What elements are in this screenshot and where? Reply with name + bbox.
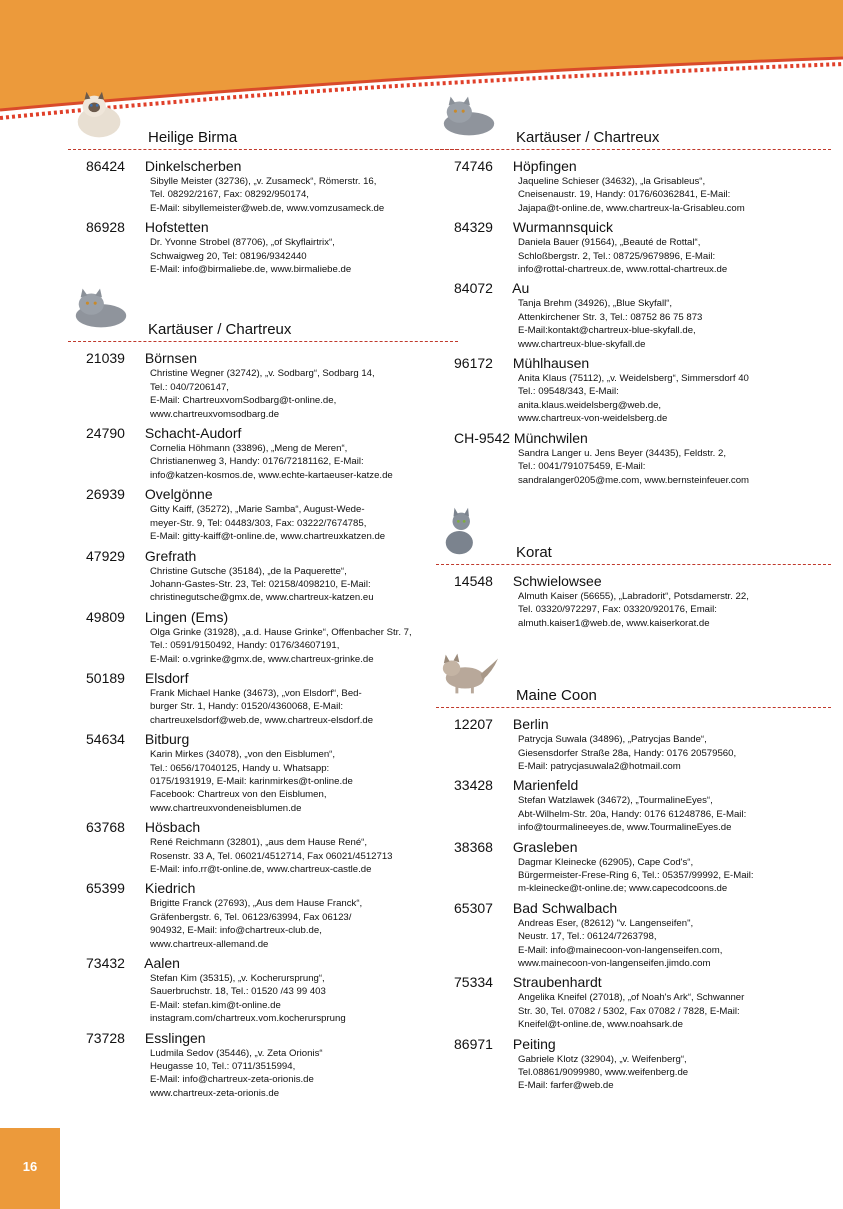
breeder-location — [68, 350, 458, 367]
breeder-detail-line: Rosenstr. 33 A, Tel. 06021/4512714, Fax 06021/4512713 — [150, 850, 393, 862]
breeder-entry — [68, 350, 458, 421]
postal-code: 75334 — [454, 974, 493, 991]
korat-cat-icon — [438, 505, 500, 562]
breeder-detail-line: Karin Mirkes (34078), „von den Eisblumen“, — [150, 749, 336, 761]
breeder-detail-line: www.chartreux-zeta-orionis.de — [150, 1087, 280, 1099]
breeder-detail-line: Stefan Watzlawek (34672), „TourmalineEyes“, — [518, 795, 713, 807]
breed-header — [436, 90, 831, 148]
breeder-detail-line: Olga Grinke (31928), „a.d. Hause Grinke“, Offenbacher Str. 7, — [150, 626, 412, 638]
postal-code: 86928 — [86, 219, 125, 236]
breed-section — [68, 90, 458, 276]
page-number: 16 — [0, 1128, 60, 1209]
city-name: Hofstetten — [144, 219, 209, 236]
dashed-divider — [436, 564, 831, 565]
breeder-detail-line: Christine Gutsche (35184), „de la Paquerette“, — [150, 565, 347, 577]
breeder-detail-line: E-Mail: info.rr@t-online.de, www.chartreux-castle.de — [150, 864, 372, 875]
dashed-divider — [68, 149, 458, 150]
breeder-detail-line: Jaqueline Schieser (34632), „la Grisableus“, — [518, 176, 706, 187]
breeder-detail-line: Gitty Kaiff, (35272), „Marie Samba“, August-Wede- — [150, 504, 365, 516]
city-name: Ovelgönne — [144, 486, 213, 503]
breeder-location — [68, 819, 458, 836]
city-name: Münchwilen — [513, 429, 588, 446]
breeder-entry — [436, 839, 831, 896]
chartreux-cat-icon — [438, 90, 500, 147]
breeder-entry — [68, 219, 458, 276]
postal-code: 49809 — [86, 608, 125, 625]
breeder-entry — [436, 1036, 831, 1093]
city-name: Börnsen — [144, 350, 198, 367]
breeder-detail-line: Bürgermeister-Frese-Ring 6, Tel.: 05357/99992, E-Mail: — [518, 869, 754, 881]
breeder-detail-line: Sandra Langer u. Jens Beyer (34435), Feldstr. 2, — [518, 447, 726, 459]
city-name: Elsdorf — [144, 669, 189, 686]
breeder-location — [68, 219, 458, 236]
breeder-location — [68, 955, 458, 972]
postal-code: 24790 — [86, 425, 125, 442]
postal-code: 65307 — [454, 899, 493, 916]
breeder-location — [436, 1036, 831, 1053]
breeder-location — [436, 430, 831, 447]
breeder-detail-line: instagram.com/chartreux.vom.kocherursprung — [150, 1013, 346, 1025]
postal-code: 50189 — [86, 669, 125, 686]
city-name: Marienfeld — [512, 777, 579, 794]
breeder-detail-line: Neustr. 17, Tel.: 06124/7263798, — [518, 931, 657, 943]
breeder-entry — [436, 716, 831, 773]
breeder-detail-line: Stefan Kim (35315), „v. Kocherursprung“, — [150, 973, 325, 985]
city-name: Mühlhausen — [512, 355, 590, 372]
breeder-location — [68, 670, 458, 687]
breeder-entry — [68, 548, 458, 605]
breeder-detail-line: Tel. 03320/972297, Fax: 03320/920176, Email: — [518, 604, 717, 616]
breeder-entry — [436, 355, 831, 426]
breed-section — [68, 282, 458, 1100]
breeder-location — [436, 219, 831, 236]
postal-code: 12207 — [454, 716, 493, 733]
postal-code: 96172 — [454, 355, 493, 372]
breed-header — [68, 282, 458, 340]
dashed-divider — [436, 707, 831, 708]
breeder-detail-line: E-Mail: info@mainecoon-von-langenseifen.com, — [518, 944, 723, 956]
breed-header — [436, 648, 831, 706]
breeder-detail-line: www.chartreuxvondeneisblumen.de — [150, 802, 302, 814]
breeder-location — [68, 731, 458, 748]
postal-code: 65399 — [86, 880, 125, 897]
breeder-detail-line: E-Mail: info@birmaliebe.de, www.birmaliebe.de — [150, 264, 352, 276]
breeder-detail-line: sandralanger0205@me.com, www.bernsteinfeuer.com — [518, 474, 750, 486]
breeder-detail-line: Gräfenbergstr. 6, Tel. 06123/63994, Fax 06123/ — [150, 911, 352, 923]
postal-code: 73432 — [86, 955, 125, 972]
breeder-location — [68, 609, 458, 626]
city-name: Aalen — [144, 955, 180, 972]
breed-title: Kartäuser / Chartreux — [516, 129, 660, 146]
breed-section — [436, 90, 831, 487]
breeder-detail-line: 0175/1931919, E-Mail: karinmirkes@t-online.de — [150, 775, 353, 787]
city-name: Au — [512, 280, 530, 297]
city-name: Wurmannsquick — [512, 219, 614, 236]
breeder-entry — [68, 158, 458, 215]
breeder-location — [436, 716, 831, 733]
breeder-detail-line: Christine Wegner (32742), „v. Sodbarg“, Sodbarg 14, — [150, 368, 375, 380]
breeder-entry — [436, 777, 831, 834]
breeder-detail-line: E-Mail: o.vgrinke@gmx.de, www.chartreux-grinke.de — [150, 653, 374, 665]
breeder-location — [68, 880, 458, 897]
breeder-entry — [436, 158, 831, 215]
breeder-location — [68, 425, 458, 442]
breeder-detail-line: almuth.kaiser1@web.de, www.kaiserkorat.de — [518, 617, 710, 629]
right-column — [436, 90, 831, 1097]
postal-code: 33428 — [454, 777, 493, 794]
postal-code: 86971 — [454, 1035, 493, 1052]
breeder-detail-line: www.chartreux-von-weidelsberg.de — [518, 413, 668, 425]
breeder-detail-line: anita.klaus.weidelsberg@web.de, — [518, 399, 662, 411]
breeder-detail-line: Tel.: 09548/343, E-Mail: — [518, 386, 619, 398]
breeder-location — [436, 355, 831, 372]
breeder-detail-line: E-Mail: info@chartreux-zeta-orionis.de — [150, 1074, 314, 1086]
breeder-detail-line: www.chartreuxvomsodbarg.de — [150, 408, 280, 420]
breeder-detail-line: burger Str. 1, Handy: 01520/4360068, E-Mail: — [150, 701, 344, 713]
city-name: Bad Schwalbach — [512, 899, 618, 916]
breeder-entry — [68, 609, 458, 666]
breeder-entry — [68, 670, 458, 727]
breeder-detail-line: Tel.: 0591/9150492, Handy: 0176/34607191, — [150, 640, 340, 652]
breeder-detail-line: Heugasse 10, Tel.: 0711/3515994, — [150, 1061, 296, 1073]
breeder-entry — [68, 1030, 458, 1101]
postal-code: 38368 — [454, 838, 493, 855]
breeder-entry — [68, 880, 458, 951]
breeder-entry — [436, 219, 831, 276]
dashed-divider — [68, 341, 458, 342]
breed-section — [436, 505, 831, 630]
breeder-detail-line: info@rottal-chartreux.de, www.rottal-chartreux.de — [518, 264, 728, 276]
breeder-detail-line: Tel.: 0656/17040125, Handy u. Whatsapp: — [150, 762, 330, 774]
city-name: Esslingen — [144, 1029, 206, 1046]
breeder-detail-line: E-Mail: patrycjasuwala2@hotmail.com — [518, 760, 681, 772]
city-name: Peiting — [512, 1035, 556, 1052]
breeder-detail-line: Abt-Wilhelm-Str. 20a, Handy: 0176 61248786, E-Mail: — [518, 808, 747, 820]
postal-code: 54634 — [86, 731, 125, 748]
breeder-detail-line: Tel.08861/9099980, www.weifenberg.de — [518, 1067, 689, 1079]
breeder-detail-line: Johann-Gastes-Str. 23, Tel: 02158/4098210, E-Mail: — [150, 578, 371, 590]
breeder-detail-line: chartreuxelsdorf@web.de, www.chartreux-elsdorf.de — [150, 714, 374, 726]
breeder-detail-line: E-Mail: gitty-kaiff@t-online.de, www.chartreuxkatzen.de — [150, 531, 386, 543]
breeder-detail-line: Dr. Yvonne Strobel (87706), „of Skyflairtrix“, — [150, 237, 335, 249]
breeder-detail-line: Anita Klaus (75112), „v. Weidelsberg“, Simmersdorf 40 — [518, 373, 749, 385]
breeder-location — [436, 974, 831, 991]
chartreux-cat-icon — [70, 282, 132, 339]
breeder-detail-line: Cneisenaustr. 19, Handy: 0176/60362841, E-Mail: — [518, 189, 731, 201]
postal-code: 84072 — [454, 280, 493, 297]
breeder-detail-line: www.chartreux-allemand.de — [150, 938, 269, 950]
breed-title: Maine Coon — [516, 687, 597, 705]
breeder-location — [68, 158, 458, 175]
breeder-entry — [68, 486, 458, 543]
city-name: Schacht-Audorf — [144, 425, 242, 442]
breeder-detail-line: Sauerbruchstr. 18, Tel.: 01520 /43 99 403 — [150, 986, 326, 998]
left-column — [68, 90, 458, 1104]
breeder-detail-line: m-kleinecke@t-online.de; www.capecodcoons.de — [518, 883, 728, 895]
breeder-detail-line: Angelika Kneifel (27018), „of Noah's Ark“, Schwanner — [518, 992, 745, 1004]
city-name: Straubenhardt — [512, 974, 602, 991]
breeder-location — [68, 486, 458, 503]
breeder-detail-line: Tanja Brehm (34926), „Blue Skyfall“, — [518, 298, 673, 310]
breeder-detail-line: Almuth Kaiser (56655), „Labradorit“, Potsdamerstr. 22, — [518, 590, 749, 602]
breeder-location — [68, 1030, 458, 1047]
breeder-detail-line: Schwaigweg 20, Tel: 08196/9342440 — [150, 250, 307, 262]
breeder-detail-line: Daniela Bauer (91564), „Beauté de Rottal“, — [518, 237, 701, 249]
city-name: Dinkelscherben — [144, 158, 242, 174]
breed-title: Kartäuser / Chartreux — [148, 321, 292, 339]
breeder-detail-line: Gabriele Klotz (32904), „v. Weifenberg“, — [518, 1053, 687, 1065]
breeder-location — [436, 900, 831, 917]
breeder-detail-line: Attenkirchener Str. 3, Tel.: 08752 86 75 873 — [518, 311, 703, 323]
breeder-detail-line: E-Mail: stefan.kim@t-online.de — [150, 999, 281, 1011]
city-name: Schwielowsee — [512, 572, 602, 589]
city-name: Bitburg — [144, 731, 190, 748]
postal-code: 21039 — [86, 350, 125, 367]
breeder-entry — [68, 425, 458, 482]
breeder-detail-line: Tel.: 0041/791075459, E-Mail: — [518, 461, 646, 473]
breeder-detail-line: E-Mail: farfer@web.de — [518, 1080, 614, 1092]
breeder-detail-line: Tel.: 040/7206147, — [150, 381, 229, 393]
city-name: Lingen (Ems) — [144, 608, 229, 625]
breeder-detail-line: E-Mail: sibyllemeister@web.de, www.vomzusameck.de — [150, 202, 385, 214]
dashed-divider — [436, 149, 831, 150]
breeder-detail-line: Patrycja Suwala (34896), „Patrycjas Bande“, — [518, 734, 707, 746]
breeder-detail-line: E-Mail:kontakt@chartreux-blue-skyfall.de, — [518, 325, 696, 337]
maine-coon-cat-icon — [438, 648, 500, 705]
breeder-detail-line: Ludmila Sedov (35446), „v. Zeta Orionis“ — [150, 1047, 323, 1059]
postal-code: 73728 — [86, 1029, 125, 1046]
postal-code: CH-9542 — [454, 429, 511, 446]
breeder-detail-line: Jajapa@t-online.de, www.chartreux-la-Grisableu.com — [518, 202, 745, 214]
breeder-location — [436, 573, 831, 590]
breeder-detail-line: christinegutsche@gmx.de, www.chartreux-katzen.eu — [150, 592, 374, 604]
breeder-location — [436, 158, 831, 175]
breeder-location — [436, 839, 831, 856]
breeder-detail-line: Sibylle Meister (32736), „v. Zusameck“, Römerstr. 16, — [150, 176, 377, 187]
breeder-detail-line: Cornelia Höhmann (33896), „Meng de Meren“, — [150, 443, 348, 455]
breeder-location — [68, 548, 458, 565]
breeder-detail-line: info@katzen-kosmos.de, www.echte-kartaeuser-katze.de — [150, 469, 393, 481]
breed-title: Korat — [516, 543, 552, 561]
breeder-detail-line: Schloßbergstr. 2, Tel.: 08725/9679896, E-Mail: — [518, 250, 716, 262]
postal-code: 86424 — [86, 158, 125, 174]
breed-header — [436, 505, 831, 563]
city-name: Hösbach — [144, 819, 201, 836]
breed-header — [68, 90, 458, 148]
breeder-detail-line: 904932, E-Mail: info@chartreux-club.de, — [150, 925, 322, 937]
breeder-entry — [436, 974, 831, 1031]
breeder-entry — [436, 573, 831, 630]
breeder-entry — [436, 430, 831, 487]
breeder-location — [436, 280, 831, 297]
postal-code: 74746 — [454, 158, 493, 174]
breeder-detail-line: Andreas Eser, (82612) "v. Langenseifen", — [518, 917, 694, 929]
breeder-entry — [436, 900, 831, 971]
breeder-detail-line: René Reichmann (32801), „aus dem Hause René“, — [150, 837, 368, 849]
breeder-detail-line: info@tourmalineeyes.de, www.TourmalineEyes.de — [518, 822, 732, 834]
breeder-detail-line: E-Mail: ChartreuxvomSodbarg@t-online.de, — [150, 395, 337, 407]
postal-code: 26939 — [86, 486, 125, 503]
breeder-location — [436, 777, 831, 794]
postal-code: 47929 — [86, 547, 125, 564]
postal-code: 14548 — [454, 572, 493, 589]
breeder-detail-line: Dagmar Kleinecke (62905), Cape Cod's“, — [518, 856, 694, 868]
birman-cat-icon — [70, 90, 132, 147]
breeder-entry — [68, 955, 458, 1026]
breed-title: Heilige Birma — [148, 129, 238, 146]
city-name: Höpfingen — [512, 158, 577, 174]
breeder-detail-line: Christianenweg 3, Handy: 0176/72181162, E-Mail: — [150, 456, 364, 468]
breeder-detail-line: Brigitte Franck (27693), „Aus dem Hause Franck“, — [150, 898, 363, 910]
breeder-entry — [68, 731, 458, 815]
breeder-detail-line: Kneifel@t-online.de, www.noahsark.de — [518, 1019, 683, 1031]
breed-section — [436, 648, 831, 1093]
breeder-detail-line: www.mainecoon-von-langenseifen.jimdo.com — [518, 958, 711, 969]
postal-code: 84329 — [454, 219, 493, 236]
breeder-detail-line: Facebook: Chartreux von den Eisblumen, — [150, 789, 327, 801]
breeder-detail-line: Tel. 08292/2167, Fax: 08292/950174, — [150, 189, 309, 201]
postal-code: 63768 — [86, 819, 125, 836]
city-name: Grasleben — [512, 838, 578, 855]
breeder-detail-line: Str. 30, Tel. 07082 / 5302, Fax 07082 / 7828, E-Mail: — [518, 1005, 740, 1017]
breeder-detail-line: www.chartreux-blue-skyfall.de — [518, 338, 646, 350]
breeder-detail-line: Frank Michael Hanke (34673), „von Elsdorf“, Bed- — [150, 687, 362, 699]
breeder-detail-line: Giesensdorfer Straße 28a, Handy: 0176 20579560, — [518, 747, 737, 759]
breeder-entry — [68, 819, 458, 876]
city-name: Berlin — [512, 716, 549, 733]
city-name: Kiedrich — [144, 880, 196, 897]
breeder-detail-line: meyer-Str. 9, Tel: 04483/303, Fax: 03222/7674785, — [150, 517, 367, 529]
breeder-entry — [436, 280, 831, 351]
city-name: Grefrath — [144, 547, 197, 564]
